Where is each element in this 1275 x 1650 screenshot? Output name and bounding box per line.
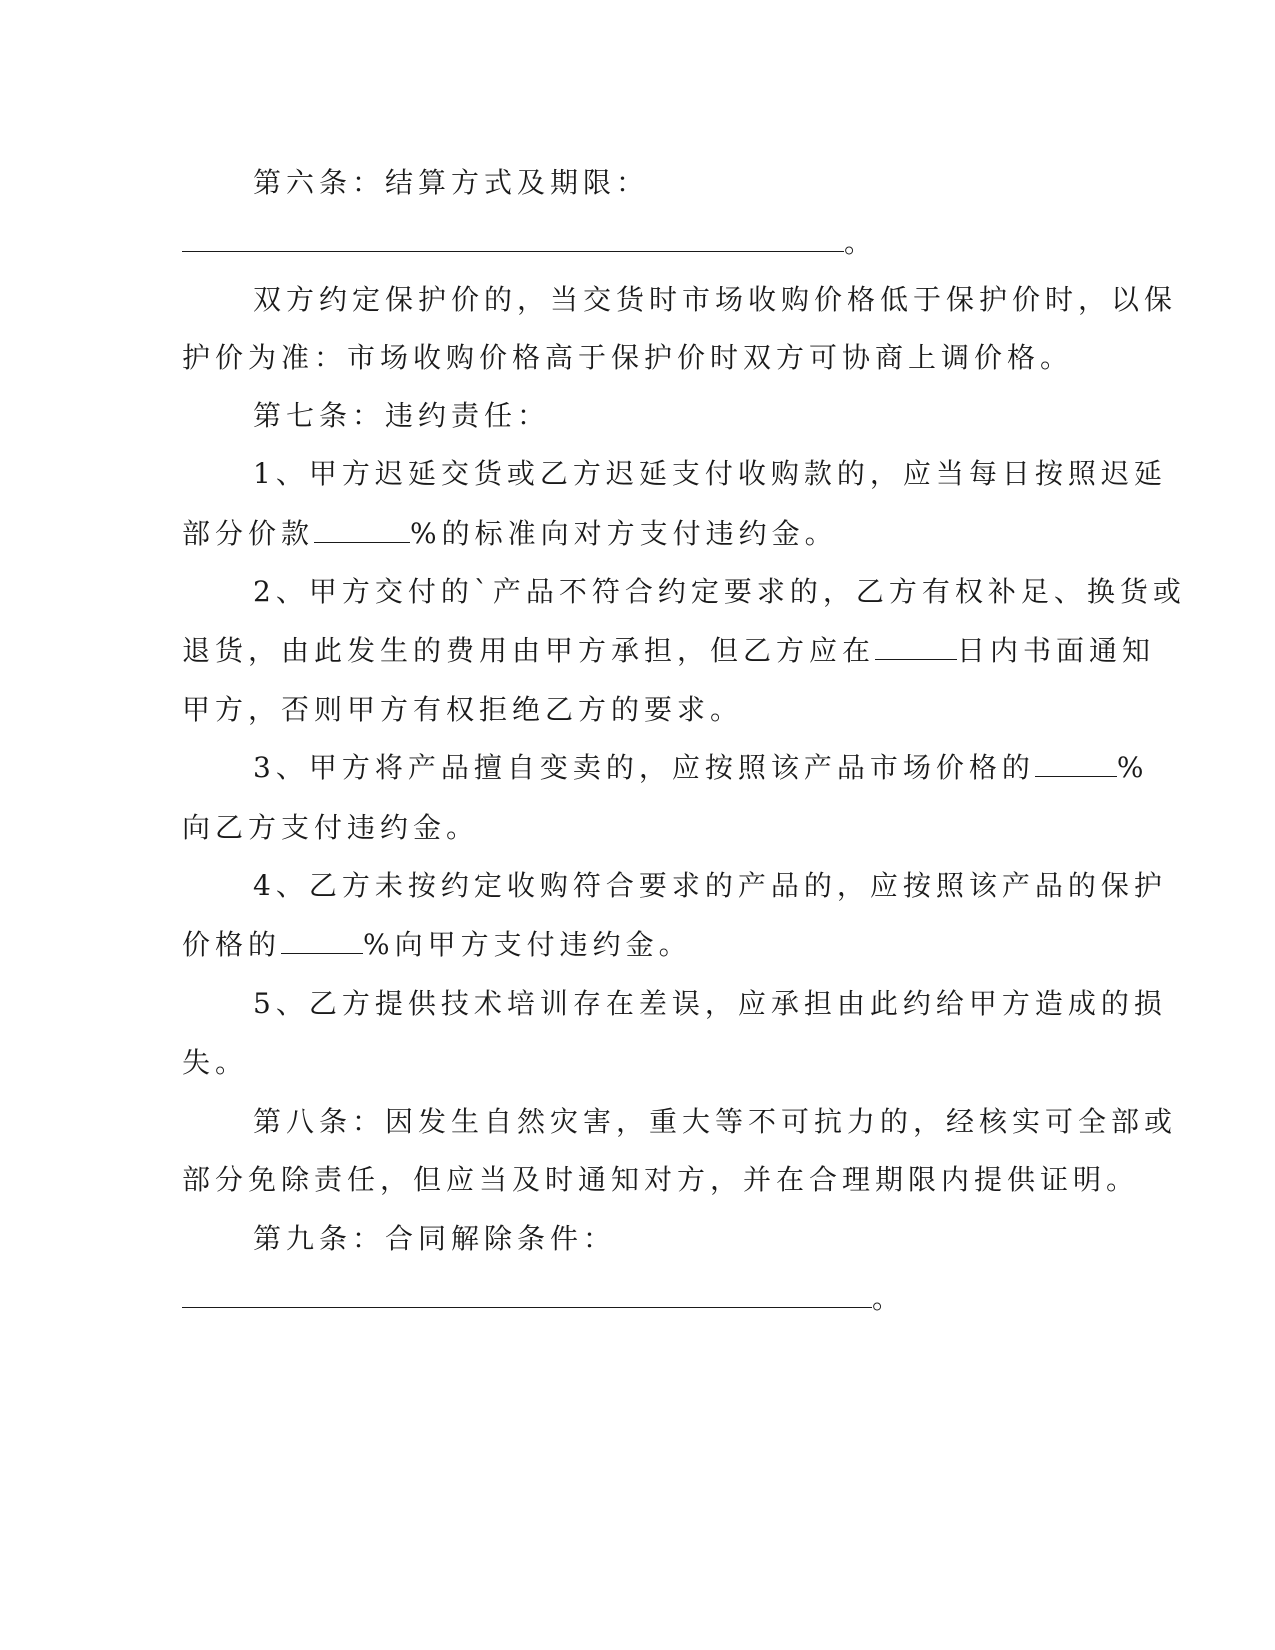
item-2-text-after-blank: 日内书面通知	[957, 634, 1156, 667]
fill-in-blank	[875, 633, 957, 660]
article-9-blank-line	[182, 1281, 905, 1317]
period: 。	[844, 226, 878, 259]
article-7-title: 第七条：违约责任：	[253, 399, 551, 432]
fill-in-blank	[182, 1281, 872, 1308]
article-9-title: 第九条：合同解除条件：	[253, 1222, 617, 1255]
fill-in-blank	[1035, 750, 1117, 777]
item-2-line-3: 甲方，否则甲方有权拒绝乙方的要求。	[182, 693, 744, 726]
item-2-line-2	[182, 633, 1155, 669]
item-3-text-before-blank: 3、甲方将产品擅自变卖的，应按照该产品市场价格的	[253, 751, 1035, 784]
price-paragraph-line-2: 护价为准：市场收购价格高于保护价时双方可协商上调价格。	[182, 341, 1074, 374]
price-paragraph-line-1: 双方约定保护价的，当交货时市场收购价格低于保护价时，以保	[253, 283, 1178, 316]
article-8-line-1: 第八条：因发生自然灾害，重大等不可抗力的，经核实可全部或	[253, 1105, 1178, 1138]
item-2-text-before-blank: 退货，由此发生的费用由甲方承担，但乙方应在	[182, 634, 876, 667]
item-1-text-after-blank: %的标准向对方支付违约金。	[410, 517, 838, 550]
item-1-line-2	[182, 516, 838, 552]
item-4-line-1: 4、乙方未按约定收购符合要求的产品的，应按照该产品的保护	[253, 869, 1167, 902]
fill-in-blank	[182, 225, 844, 252]
item-1-text-before-blank: 部分价款	[182, 517, 315, 550]
item-3-line-2: 向乙方支付违约金。	[182, 811, 480, 844]
item-4-line-2	[182, 927, 692, 963]
article-6-title: 第六条：结算方式及期限：	[253, 166, 650, 199]
item-1-line-1: 1、甲方迟延交货或乙方迟延支付收购款的，应当每日按照迟延	[253, 457, 1167, 490]
item-2-line-1: 2、甲方交付的`产品不符合约定要求的，乙方有权补足、换货或	[253, 575, 1186, 608]
article-8-line-2: 部分免除责任，但应当及时通知对方，并在合理期限内提供证明。	[182, 1163, 1140, 1196]
fill-in-blank	[281, 927, 363, 954]
period: 。	[872, 1282, 906, 1315]
item-3-line-1	[253, 750, 1148, 786]
item-5-line-1: 5、乙方提供技术培训存在差误，应承担由此约给甲方造成的损	[253, 987, 1167, 1020]
item-3-text-after-blank: %	[1116, 751, 1149, 784]
fill-in-blank	[314, 516, 410, 543]
item-4-text-before-blank: 价格的	[182, 928, 282, 961]
item-5-line-2: 失。	[182, 1046, 249, 1079]
item-4-text-after-blank: %向甲方支付违约金。	[363, 928, 692, 961]
article-6-blank-line	[182, 225, 877, 261]
